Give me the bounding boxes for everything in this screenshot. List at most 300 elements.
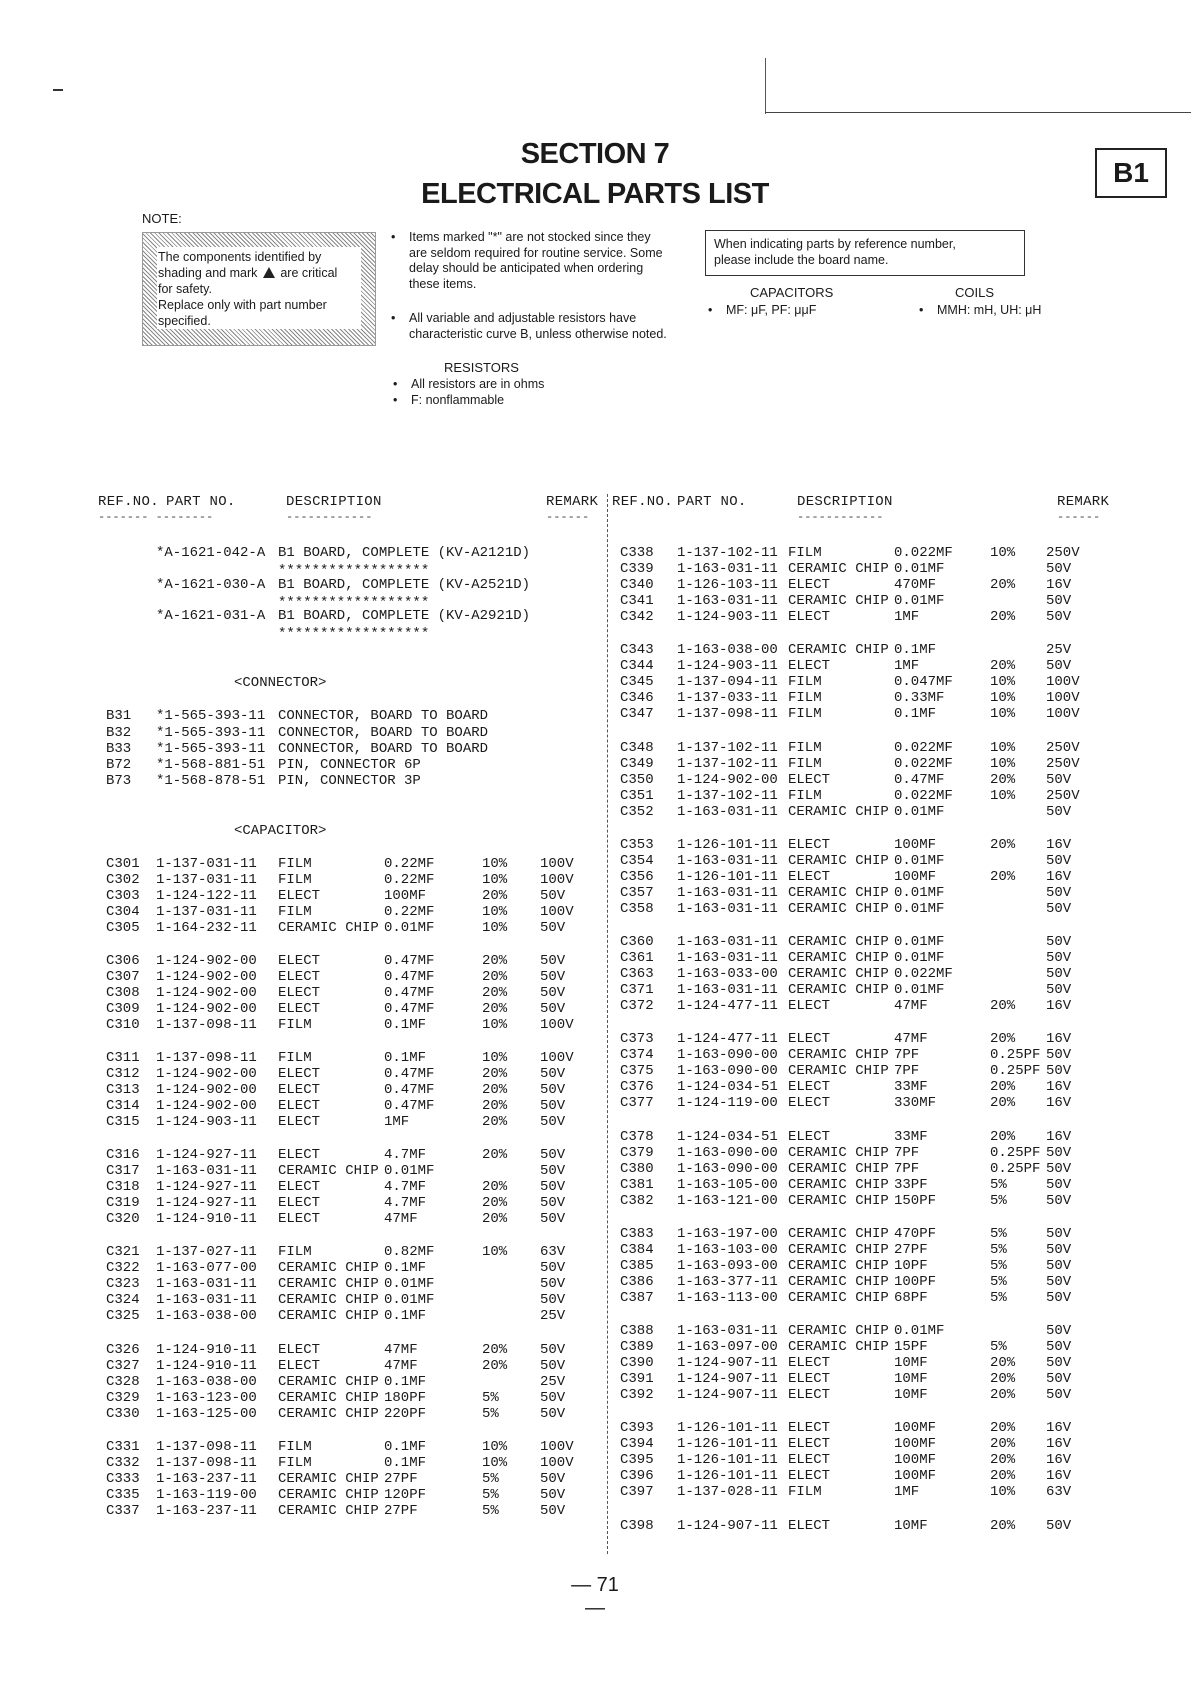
cell-val: 120PF (384, 1487, 427, 1503)
cell-ref: C320 (106, 1211, 140, 1227)
cell-val: 10MF (894, 1518, 928, 1534)
cell-volt: 16V (1046, 1468, 1072, 1484)
cell-val: 0.01MF (894, 593, 945, 609)
cell-val: 0.47MF (894, 772, 945, 788)
cell-ref: C381 (620, 1177, 654, 1193)
cell-part: 1-163-237-11 (156, 1471, 257, 1487)
cell-volt: 50V (1046, 966, 1072, 982)
cell-part: 1-163-031-11 (677, 853, 778, 869)
cell-desc: CERAMIC CHIP (788, 1177, 889, 1193)
cell-volt: 50V (1046, 1063, 1072, 1079)
resistor-curve-line: • All variable and adjustable resistors have (409, 311, 637, 325)
cell-volt: 50V (540, 1406, 566, 1422)
cell-desc: FILM (278, 904, 312, 920)
safety-note-line (158, 265, 337, 281)
cell-ref: C337 (106, 1503, 140, 1519)
cell-part: *1-565-393-11 (156, 725, 266, 741)
cell-desc: ELECT (788, 1095, 831, 1111)
cell-ref: C331 (106, 1439, 140, 1455)
cell-tol: 5% (990, 1193, 1007, 1209)
cell-val: 100MF (894, 1436, 937, 1452)
cell-desc: FILM (788, 756, 822, 772)
cell-desc: CERAMIC CHIP (788, 1145, 889, 1161)
cell-desc: CERAMIC CHIP (788, 982, 889, 998)
cell-volt: 16V (1046, 869, 1072, 885)
cell-volt: 50V (540, 1487, 566, 1503)
cell-part: 1-137-098-11 (677, 706, 778, 722)
cell-tol: 20% (990, 837, 1016, 853)
cell-volt: 50V (540, 1471, 566, 1487)
cell-part: 1-124-902-00 (156, 1098, 257, 1114)
cell-val: 0.1MF (894, 642, 937, 658)
cell-ref: C391 (620, 1371, 654, 1387)
cell-tol: 5% (482, 1406, 499, 1422)
cell-ref: C324 (106, 1292, 140, 1308)
cell-part: 1-163-031-11 (677, 561, 778, 577)
cell-volt: 50V (540, 1292, 566, 1308)
cell-part: 1-124-907-11 (677, 1387, 778, 1403)
cell-part: *A-1621-042-A (156, 545, 266, 561)
cell-desc: ELECT (278, 953, 321, 969)
cell-volt: 50V (540, 1211, 566, 1227)
cell-ref: C380 (620, 1161, 654, 1177)
cell-ref: C374 (620, 1047, 654, 1063)
cell-desc: ELECT (278, 1342, 321, 1358)
cell-volt: 16V (1046, 1129, 1072, 1145)
cell-ref: C333 (106, 1471, 140, 1487)
cell-val: 1MF (894, 609, 920, 625)
cell-val: 10MF (894, 1371, 928, 1387)
cell-val: 100MF (894, 869, 937, 885)
cell-ref: C317 (106, 1163, 140, 1179)
cell-tol: 10% (990, 1484, 1016, 1500)
cell-desc: ELECT (278, 1195, 321, 1211)
cell-tol: 10% (482, 1439, 508, 1455)
cell-tol: 10% (482, 1455, 508, 1471)
cell-desc: CERAMIC CHIP (278, 1503, 379, 1519)
cell-desc: CERAMIC CHIP (788, 1274, 889, 1290)
cell-desc: CERAMIC CHIP (278, 1292, 379, 1308)
cell-part: 1-137-102-11 (677, 740, 778, 756)
cell-ref: C390 (620, 1355, 654, 1371)
cell-val: 0.22MF (384, 904, 435, 920)
cell-tol: 10% (482, 920, 508, 936)
cell-part: 1-124-902-00 (156, 969, 257, 985)
cell-ref: C326 (106, 1342, 140, 1358)
cell-part: 1-163-237-11 (156, 1503, 257, 1519)
header-remark: REMARK (546, 494, 599, 510)
cell-desc: PIN, CONNECTOR 3P (278, 773, 421, 789)
safety-note-line: for safety. (158, 282, 212, 296)
cell-val: 47MF (894, 1031, 928, 1047)
cell-tol: 10% (482, 1244, 508, 1260)
cell-tol: 20% (990, 1095, 1016, 1111)
cell-desc: ELECT (278, 1358, 321, 1374)
stock-note-line: these items. (409, 276, 477, 291)
resistors-ohms: • All resistors are in ohms (411, 377, 544, 393)
cell-volt: 50V (540, 1114, 566, 1130)
cell-desc: ELECT (278, 888, 321, 904)
cell-ref: C375 (620, 1063, 654, 1079)
cell-ref: C315 (106, 1114, 140, 1130)
cell-part: 1-137-031-11 (156, 904, 257, 920)
top-rule (765, 112, 1191, 113)
cell-tol: 20% (990, 1031, 1016, 1047)
cell-volt: 50V (540, 1147, 566, 1163)
cell-ref: C340 (620, 577, 654, 593)
cell-part: 1-163-031-11 (677, 950, 778, 966)
cell-desc: ELECT (278, 1179, 321, 1195)
cell-volt: 25V (540, 1374, 566, 1390)
cell-desc: ELECT (788, 1371, 831, 1387)
cell-desc: ELECT (788, 1420, 831, 1436)
safety-note-text: are critical (280, 266, 338, 280)
cell-volt: 50V (1046, 593, 1072, 609)
cell-val: 0.01MF (894, 1323, 945, 1339)
cell-val: 0.22MF (384, 856, 435, 872)
cell-part: 1-163-031-11 (156, 1276, 257, 1292)
cell-desc: CERAMIC CHIP (788, 1339, 889, 1355)
cell-val: 7PF (894, 1161, 920, 1177)
cell-tol: 20% (482, 1211, 508, 1227)
cell-tol: 20% (482, 1114, 508, 1130)
cell-volt: 50V (1046, 1387, 1072, 1403)
cell-desc: ELECT (788, 658, 831, 674)
cell-val: 0.022MF (894, 545, 953, 561)
cell-val: 100MF (894, 1420, 937, 1436)
cell-desc: FILM (278, 1455, 312, 1471)
cell-ref: C328 (106, 1374, 140, 1390)
cell-volt: 50V (1046, 1145, 1072, 1161)
cell-part: 1-124-034-51 (677, 1079, 778, 1095)
cell-volt: 50V (540, 985, 566, 1001)
cell-val: 47MF (894, 998, 928, 1014)
cell-ref: C327 (106, 1358, 140, 1374)
cell-ref: C350 (620, 772, 654, 788)
cell-tol: 10% (990, 706, 1016, 722)
cell-part: 1-163-121-00 (677, 1193, 778, 1209)
cell-part: *1-565-393-11 (156, 741, 266, 757)
cell-part: 1-124-910-11 (156, 1342, 257, 1358)
header-rule: ------ (546, 510, 590, 524)
cell-part: 1-163-031-11 (677, 885, 778, 901)
cell-desc: ELECT (788, 1436, 831, 1452)
cell-part: 1-126-101-11 (677, 1420, 778, 1436)
cell-volt: 50V (540, 1358, 566, 1374)
cell-ref: C384 (620, 1242, 654, 1258)
cell-desc: FILM (278, 856, 312, 872)
cell-desc: ****************** (278, 626, 430, 642)
cell-desc: CERAMIC CHIP (278, 1276, 379, 1292)
cell-part: 1-163-077-00 (156, 1260, 257, 1276)
cell-part: 1-124-119-00 (677, 1095, 778, 1111)
cell-ref: C344 (620, 658, 654, 674)
cell-volt: 50V (1046, 1290, 1072, 1306)
cell-volt: 50V (540, 888, 566, 904)
cell-volt: 250V (1046, 788, 1080, 804)
cell-val: 0.01MF (894, 885, 945, 901)
cell-val: 47MF (384, 1211, 418, 1227)
cell-val: 0.01MF (384, 920, 435, 936)
cell-val: 0.1MF (384, 1308, 427, 1324)
cell-volt: 16V (1046, 1031, 1072, 1047)
cell-ref: C372 (620, 998, 654, 1014)
cell-desc: CERAMIC CHIP (278, 1308, 379, 1324)
cell-desc: ELECT (788, 1452, 831, 1468)
cell-volt: 50V (1046, 1047, 1072, 1063)
cell-val: 4.7MF (384, 1179, 427, 1195)
cell-volt: 100V (540, 1017, 574, 1033)
cell-part: 1-163-377-11 (677, 1274, 778, 1290)
cell-part: 1-124-477-11 (677, 1031, 778, 1047)
cell-tol: 20% (990, 772, 1016, 788)
reference-note-box (705, 230, 1025, 276)
cell-volt: 250V (1046, 756, 1080, 772)
cell-ref: C308 (106, 985, 140, 1001)
cell-tol: 10% (482, 904, 508, 920)
cell-part: 1-163-125-00 (156, 1406, 257, 1422)
cell-part: 1-163-031-11 (677, 593, 778, 609)
cell-part: 1-126-101-11 (677, 869, 778, 885)
margin-dash (53, 89, 63, 91)
cell-ref: C318 (106, 1179, 140, 1195)
cell-val: 0.1MF (384, 1455, 427, 1471)
cell-desc: CERAMIC CHIP (278, 920, 379, 936)
cell-val: 27PF (384, 1503, 418, 1519)
cell-volt: 100V (540, 1439, 574, 1455)
cell-ref: C394 (620, 1436, 654, 1452)
cell-part: 1-163-033-00 (677, 966, 778, 982)
cell-desc: CERAMIC CHIP (278, 1487, 379, 1503)
cell-desc: CERAMIC CHIP (278, 1390, 379, 1406)
cell-ref: C363 (620, 966, 654, 982)
cell-part: 1-163-031-11 (677, 982, 778, 998)
cell-part: 1-163-097-00 (677, 1339, 778, 1355)
cell-part: 1-124-122-11 (156, 888, 257, 904)
cell-ref: B32 (106, 725, 132, 741)
safety-note-line: specified. (158, 314, 211, 328)
cell-tol: 20% (990, 1129, 1016, 1145)
cell-val: 0.82MF (384, 1244, 435, 1260)
cell-desc: FILM (278, 1244, 312, 1260)
resistors-nonflammable: • F: nonflammable (411, 393, 504, 409)
cell-ref: C379 (620, 1145, 654, 1161)
cell-desc: CONNECTOR, BOARD TO BOARD (278, 741, 489, 757)
cell-desc: CERAMIC CHIP (788, 1193, 889, 1209)
cell-tol: 5% (482, 1503, 499, 1519)
cell-desc: FILM (278, 1439, 312, 1455)
cell-desc: CERAMIC CHIP (278, 1471, 379, 1487)
cell-tol: 10% (990, 674, 1016, 690)
cell-tol: 0.25PF (990, 1063, 1041, 1079)
cell-tol: 0.25PF (990, 1161, 1041, 1177)
cell-desc: CERAMIC CHIP (788, 853, 889, 869)
cell-tol: 20% (482, 1066, 508, 1082)
cell-tol: 20% (482, 1001, 508, 1017)
cell-ref: C354 (620, 853, 654, 869)
cell-tol: 20% (482, 1147, 508, 1163)
cell-volt: 50V (1046, 609, 1072, 625)
cell-part: 1-124-927-11 (156, 1147, 257, 1163)
cell-desc: ELECT (788, 1468, 831, 1484)
cell-ref: C347 (620, 706, 654, 722)
cell-ref: C307 (106, 969, 140, 985)
cell-tol: 5% (990, 1226, 1007, 1242)
cell-val: 0.01MF (894, 901, 945, 917)
cell-val: 0.01MF (894, 982, 945, 998)
cell-ref: C349 (620, 756, 654, 772)
cell-part: 1-137-094-11 (677, 674, 778, 690)
cell-val: 0.022MF (894, 966, 953, 982)
cell-val: 0.33MF (894, 690, 945, 706)
cell-part: 1-124-903-11 (677, 609, 778, 625)
cell-ref: C311 (106, 1050, 140, 1066)
cell-tol: 20% (990, 609, 1016, 625)
stock-note-line: • Items marked "*" are not stocked since they (409, 230, 651, 244)
cell-ref: C393 (620, 1420, 654, 1436)
cell-tol: 5% (990, 1242, 1007, 1258)
column-divider (607, 494, 608, 1554)
cell-ref: C310 (106, 1017, 140, 1033)
reference-note-line: please include the board name. (714, 253, 889, 267)
cell-val: 47MF (384, 1358, 418, 1374)
cell-ref: C345 (620, 674, 654, 690)
cell-desc: CERAMIC CHIP (278, 1260, 379, 1276)
cell-val: 0.01MF (894, 950, 945, 966)
cell-tol: 20% (990, 1371, 1016, 1387)
cell-part: 1-163-031-11 (677, 934, 778, 950)
cell-volt: 16V (1046, 1079, 1072, 1095)
cell-part: 1-137-027-11 (156, 1244, 257, 1260)
cell-part: 1-137-102-11 (677, 545, 778, 561)
cell-tol: 5% (990, 1258, 1007, 1274)
cell-val: 470PF (894, 1226, 937, 1242)
cell-volt: 50V (1046, 1258, 1072, 1274)
cell-part: 1-163-038-00 (156, 1374, 257, 1390)
cell-val: 0.47MF (384, 1001, 435, 1017)
cell-desc: B1 BOARD, COMPLETE (KV-A2521D) (278, 577, 531, 593)
cell-desc: ELECT (788, 577, 831, 593)
safety-note-line: The components identified by (158, 250, 322, 264)
cell-volt: 16V (1046, 998, 1072, 1014)
cell-tol: 20% (990, 869, 1016, 885)
cell-val: 1MF (384, 1114, 410, 1130)
cell-part: 1-163-113-00 (677, 1290, 778, 1306)
cell-volt: 50V (540, 1163, 566, 1179)
capacitors-heading: CAPACITORS (750, 285, 834, 300)
cell-ref: C330 (106, 1406, 140, 1422)
cell-tol: 20% (482, 888, 508, 904)
cell-val: 10PF (894, 1258, 928, 1274)
cell-desc: FILM (278, 872, 312, 888)
cell-volt: 100V (1046, 706, 1080, 722)
cell-tol: 10% (990, 756, 1016, 772)
cell-tol: 20% (482, 1358, 508, 1374)
cell-ref: C395 (620, 1452, 654, 1468)
cell-desc: CERAMIC CHIP (788, 593, 889, 609)
header-part-no: PART NO. (166, 494, 236, 510)
cell-part: 1-163-038-00 (156, 1308, 257, 1324)
cell-val: 0.01MF (384, 1292, 435, 1308)
stock-note (409, 230, 663, 292)
cell-val: 7PF (894, 1047, 920, 1063)
cell-desc: ELECT (788, 837, 831, 853)
cell-part: 1-124-927-11 (156, 1195, 257, 1211)
cell-desc: ELECT (788, 609, 831, 625)
cell-volt: 50V (1046, 901, 1072, 917)
cell-val: 0.022MF (894, 756, 953, 772)
cell-volt: 50V (1046, 1177, 1072, 1193)
header-ref-no: REF.NO. (612, 494, 673, 510)
cell-tol: 20% (990, 1518, 1016, 1534)
cell-desc: FILM (788, 690, 822, 706)
cell-tol: 20% (990, 998, 1016, 1014)
cell-val: 0.01MF (894, 934, 945, 950)
cell-val: 27PF (384, 1471, 418, 1487)
cell-volt: 50V (540, 1098, 566, 1114)
cell-volt: 16V (1046, 1420, 1072, 1436)
cell-val: 0.47MF (384, 969, 435, 985)
cell-tol: 0.25PF (990, 1145, 1041, 1161)
cell-volt: 50V (540, 1503, 566, 1519)
cell-ref: C339 (620, 561, 654, 577)
cell-volt: 50V (1046, 1193, 1072, 1209)
reference-note-line: When indicating parts by reference number, (714, 237, 956, 251)
cell-val: 0.47MF (384, 1066, 435, 1082)
cell-desc: ELECT (278, 985, 321, 1001)
cell-volt: 50V (1046, 1161, 1072, 1177)
cell-tol: 10% (482, 856, 508, 872)
cell-desc: ELECT (788, 772, 831, 788)
cell-part: 1-163-031-11 (156, 1163, 257, 1179)
cell-volt: 100V (540, 1455, 574, 1471)
cell-part: 1-124-902-00 (156, 1066, 257, 1082)
cell-tol: 20% (990, 1436, 1016, 1452)
cell-val: 330MF (894, 1095, 937, 1111)
cell-val: 33MF (894, 1129, 928, 1145)
cell-tol: 10% (482, 1050, 508, 1066)
cell-volt: 25V (540, 1308, 566, 1324)
cell-ref: B73 (106, 773, 132, 789)
header-description: DESCRIPTION (797, 494, 893, 510)
cell-volt: 250V (1046, 740, 1080, 756)
cell-desc: ****************** (278, 563, 430, 579)
cell-part: 1-137-098-11 (156, 1439, 257, 1455)
cell-ref: B72 (106, 757, 132, 773)
cell-val: 220PF (384, 1406, 427, 1422)
cell-tol: 20% (482, 1082, 508, 1098)
cell-ref: C323 (106, 1276, 140, 1292)
header-rule: ------------ (797, 510, 884, 524)
stock-note-line: delay should be anticipated when ordering (409, 261, 644, 275)
cell-part: 1-124-902-00 (156, 953, 257, 969)
cell-part: 1-124-907-11 (677, 1371, 778, 1387)
cell-part: 1-163-123-00 (156, 1390, 257, 1406)
cell-part: 1-137-033-11 (677, 690, 778, 706)
cell-part: 1-163-090-00 (677, 1161, 778, 1177)
cell-volt: 50V (540, 1066, 566, 1082)
cell-volt: 50V (1046, 1355, 1072, 1371)
cell-val: 4.7MF (384, 1195, 427, 1211)
cell-ref: C388 (620, 1323, 654, 1339)
capacitors-units: • MF: μF, PF: μμF (726, 303, 816, 319)
cell-ref: C303 (106, 888, 140, 904)
cell-part: 1-163-090-00 (677, 1145, 778, 1161)
cell-ref: C325 (106, 1308, 140, 1324)
resistor-curve-note (409, 311, 667, 342)
cell-part: 1-163-031-11 (677, 1323, 778, 1339)
cell-desc: CERAMIC CHIP (788, 1161, 889, 1177)
